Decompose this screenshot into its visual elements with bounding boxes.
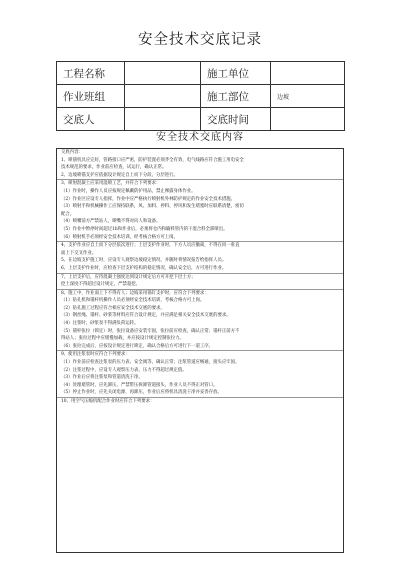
- value-project-name: [125, 62, 201, 85]
- value-work-team: [125, 85, 201, 108]
- content-line: （1）作业时，操作人员应按规定佩戴防护用品，禁止裸露身体作业。: [61, 188, 196, 194]
- content-line: （2）作业区应设专人指挥，作业中应严格执行喷射机外林防护规定的作业安全技术措施。: [61, 196, 236, 202]
- label-briefer: 交底人: [57, 108, 125, 131]
- content-box: [56, 148, 344, 553]
- label-construction-unit: 施工单位: [201, 62, 271, 85]
- value-construction-part: 边坡: [271, 85, 345, 108]
- content-line: 得站人；张拉过程中应缓慢加载，并应按设计规定控制张拉力。: [61, 336, 184, 342]
- content-line: （3）钢丝绳、锚杆、砂浆等材料应符合设计规定，并应满足相关安全技术交底的要求。: [61, 313, 231, 319]
- content-line: 10、用空气压缩机配合作业时应符合下列要求：: [57, 397, 343, 406]
- content-line: （1）钻孔机和锚杆机操作人员必须经安全技术培训，考核合格方可上岗。: [61, 298, 205, 304]
- content-line: （4）处理堵管时，应先卸压，严禁带压拆卸管道接头，作业人员不得正对管口。: [61, 382, 218, 388]
- content-line: 8、施工中，作业面上下不得有人；边坡采用锚钉支护时，应符合下列要求：: [57, 289, 343, 298]
- content-line: 1、喷锚机具应完好，管路接口应严密，防护装置必须齐全有效，电气线路应符合施工用电安全: [61, 157, 244, 163]
- content-line: （5）作业中暂停时间超过1h和作业后，必须将仓内和输料管内的干混合料全部喷出。: [61, 226, 228, 232]
- value-construction-unit: [271, 62, 345, 85]
- content-line: 5、在边坡支护施工时，应设专人观察边坡稳定情况，并随时将情况报告给指挥人员。: [61, 258, 227, 264]
- content-line: 挖土深度不得超过设计规定，严禁超挖。: [61, 282, 141, 288]
- content-line: （6）张拉完成后，应按设计规定进行锁定，确认合格后方可进行下一道工序。: [61, 343, 214, 349]
- content-line: 4、支护作业应自上而下分层依次进行；上层支护作业时，下方人员应撤离，不得在同一垂直: [57, 241, 343, 250]
- label-construction-part: 施工部位: [201, 85, 271, 108]
- content-line: （5）锚杆张拉（锁定）时，张拉设备应安装牢固，张拉前应检查，确认正常；锚杆正前方不: [61, 328, 240, 334]
- label-work-team: 作业班组: [57, 85, 125, 108]
- info-row: [57, 85, 345, 108]
- document-title: 安全技术交底记录: [138, 32, 262, 48]
- content-line: （3）喷射手和机械操作工应保持联系，风、加料、停料、停风和发生堵塞时应联系清楚，密切: [61, 204, 244, 210]
- content-line: 7、上层支护后，应待混凝土强度达到设计规定后方可开挖下层土方；: [57, 273, 343, 282]
- content-line: 面上下交叉作业。: [61, 250, 97, 256]
- content-line: （3）作业后应将注浆泵和管道清洗干净。: [61, 375, 143, 381]
- content-line: 技术规范的要求，作业前应检查，试运行，确认正常。: [61, 165, 167, 171]
- content-line: （4）注浆时，砂浆泵不得满负荷运转。: [61, 321, 139, 327]
- section-title: 安全技术交底内容: [156, 132, 244, 143]
- label-project-name: 工程名称: [57, 62, 125, 85]
- content-line: 交底内容：: [61, 150, 83, 155]
- content-line: （2）钻孔施工过程应符合相应安全技术交底的要求。: [61, 305, 165, 311]
- info-table: [56, 61, 345, 131]
- content-line: （6）喷射机手必须经安全技术培训，经考核合格方可上岗。: [61, 234, 178, 240]
- content-line: （1）作业前应检查注浆泵的压力表、安全阀等，确认正常；注浆管道应畅通，接头应牢固。: [61, 360, 240, 366]
- content-line: 6、上层支护作业时，应检查下层支护结构的稳定情况，确认安全后，方可进行作业。: [61, 265, 227, 271]
- content-line: 9、使用注浆泵时应符合下列要求：: [57, 350, 343, 359]
- content-line: （2）注浆过程中，应设专人观察压力表，压力不得超过规定值。: [61, 367, 187, 373]
- info-row: [57, 62, 345, 85]
- content-line: 2、边坡喷锚支护应依据设计规定自上而下分段、分层进行。: [61, 172, 178, 178]
- content-line: 配合。: [61, 211, 75, 217]
- content-line: （4）喷嘴前方严禁站人，喷嘴不得对向人和设备。: [61, 219, 161, 225]
- content-line: （5）停止作业时，应先关闭电源，再卸压，作业后应将机具清洗干净并妥善存放。: [61, 390, 222, 396]
- label-briefing-time: 交底时间: [201, 108, 271, 131]
- content-line: 3、喷射混凝土应采用湿喷工艺，并符合下列要求：: [57, 179, 343, 188]
